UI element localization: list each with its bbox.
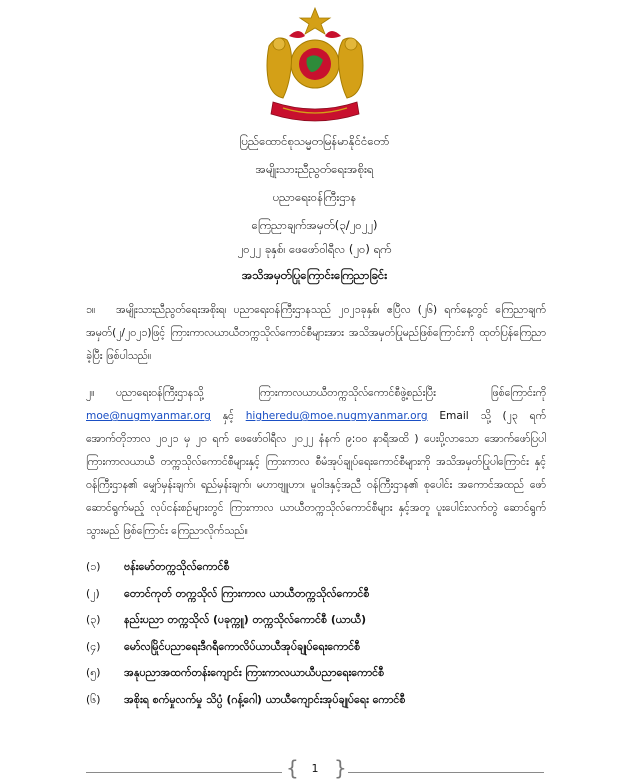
council-list (86, 555, 546, 714)
header-government: အမျိုးသားညီညွတ်ရေးအစိုးရ (255, 162, 374, 176)
page-number: 1 (311, 762, 319, 775)
email-link-moe[interactable]: moe@nugmyanmar.org (86, 410, 211, 422)
list-item-index: (၁) (86, 560, 101, 574)
list-item-label: တောင်ကုတ် တက္ကသိုလ် ကြားကာလ ယာယီတက္ကသိုလ်ကောင်စီ (124, 586, 370, 600)
list-item (86, 608, 546, 635)
document-title: အသိအမှတ်ပြုကြောင်းကြေညာခြင်း (241, 268, 388, 282)
paragraph-1-number: ၁။ (86, 304, 96, 316)
list-item-index: (၅) (86, 666, 101, 680)
list-item (86, 582, 546, 609)
header-country: ပြည်ထောင်စုသမ္မတမြန်မာနိုင်ငံတော် (239, 134, 390, 148)
list-item-index: (၆) (86, 692, 101, 706)
footer-rule-left (86, 772, 282, 773)
list-item-label: မော်လမြိုင်ပညာရေးဒီဂရီကောလိပ်ယာယီအုပ်ချုပ်ရေးကောင်စီ (124, 639, 361, 653)
footer-brace-left: { (286, 756, 299, 780)
list-item-index: (၂) (86, 586, 100, 600)
paragraph-1 (86, 299, 546, 368)
paragraph-2 (86, 382, 546, 543)
list-item-index: (၃) (86, 613, 101, 627)
list-item-label: ဗန်းမော်တက္ကသိုလ်ကောင်စီ (124, 560, 230, 574)
header-announcement-number: ကြေညာချက်အမှတ်(၃/၂၀၂၂) (251, 218, 378, 232)
list-item-label: အနုပညာအထက်တန်းကျောင်း ကြားကာလယာယီပညာရေးကောင်စီ (124, 666, 385, 680)
header-ministry: ပညာရေးဝန်ကြီးဌာန (272, 190, 357, 204)
email-link-higheredu[interactable]: higheredu@moe.nugmyanmar.org (245, 410, 428, 422)
paragraph-2-text-a: ပညာရေးဝန်ကြီးဌာနသို့ ကြားကာလယာယီတက္ကသိုလ်ကောင်စီဖွဲ့စည်းပြီး ဖြစ်ကြောင်းကို (116, 387, 546, 399)
header-date: ၂၀၂၂ ခုနှစ်၊ ဖေဖော်ဝါရီလ (၂၀) ရက် (237, 242, 392, 256)
paragraph-1-text: အမျိုးသားညီညွတ်ရေးအစိုးရ၊ ပညာရေးဝန်ကြီးဌာနသည် ၂၀၂၁ခုနှစ်၊ ဧပြီလ (၂၆) ရက်နေ့တွင် ကြေညာချက်အမှတ်(၂/၂၀၂၁)ဖြင့် ကြားကာလယာယီတက္ကသိုလ်ကောင်စီများအား အသိအမှတ်ပြုမည်ဖြစ်ကြောင်းကို ထုတ်ပြန်ကြေညာခဲ့ပြီး ဖြစ်ပါသည်။ (86, 304, 546, 362)
list-item (86, 661, 546, 688)
paragraph-2-text-c: Email သို့ (၂၃ ရက် အောက်တိုဘာလ ၂၀၂၁ မှ ၂၀ ရက် ဖေဖော်ဝါရီလ ၂၀၂၂ နံနက် ၉:၀၀ နာရီအထိ ) ပေးပို့လာသော အောက်ဖော်ပြပါ ကြားကာလယာယီ တက္ကသိုလ်ကောင်စီများနှင့် ကြားကာလ စီမံအုပ်ချုပ်ရေးကောင်စီများကို အသိအမှတ်ပြုပါကြောင်း နှင့် ဝန်ကြီးဌာန၏ မျှော်မှန်းချက်၊ ရည်မှန်းချက်၊ မဟာဗျူဟာ၊ မူဝါဒနှင့်အညီ ဝန်ကြီးဌာန၏ စုပေါင်း အကောင်အထည် ဖော်ဆောင်ရွက်မည့် လုပ်ငန်းစဉ်များတွင် ကြားကာလ ယာယီတက္ကသိုလ်ကောင်စီများ နှင့်အတူ ပူးပေါင်းလက်တွဲ ဆောင်ရွက်သွားမည် ဖြစ်ကြောင်း ကြေညာလိုက်သည်။ (86, 410, 547, 537)
list-item (86, 555, 546, 582)
paragraph-2-number: ၂။ (86, 387, 95, 399)
footer-rule-right (348, 772, 544, 773)
list-item (86, 635, 546, 662)
state-emblem-icon (259, 6, 371, 128)
list-item (86, 688, 546, 715)
list-item-index: (၄) (86, 639, 101, 653)
list-item-label: နည်းပညာ တက္ကသိုလ် (ပခုက္ကူ) တက္ကသိုလ်ကောင်စီ (ယာယီ) (124, 613, 367, 627)
paragraph-2-text-b: နှင့် (222, 410, 234, 422)
list-item-label: အစိုးရ စက်မှုလက်မှု သိပ္ပံ (ဂန့်ဂေါ) ယာယီကျောင်းအုပ်ချုပ်ရေး ကောင်စီ (124, 692, 406, 706)
footer-brace-right: } (334, 756, 347, 780)
